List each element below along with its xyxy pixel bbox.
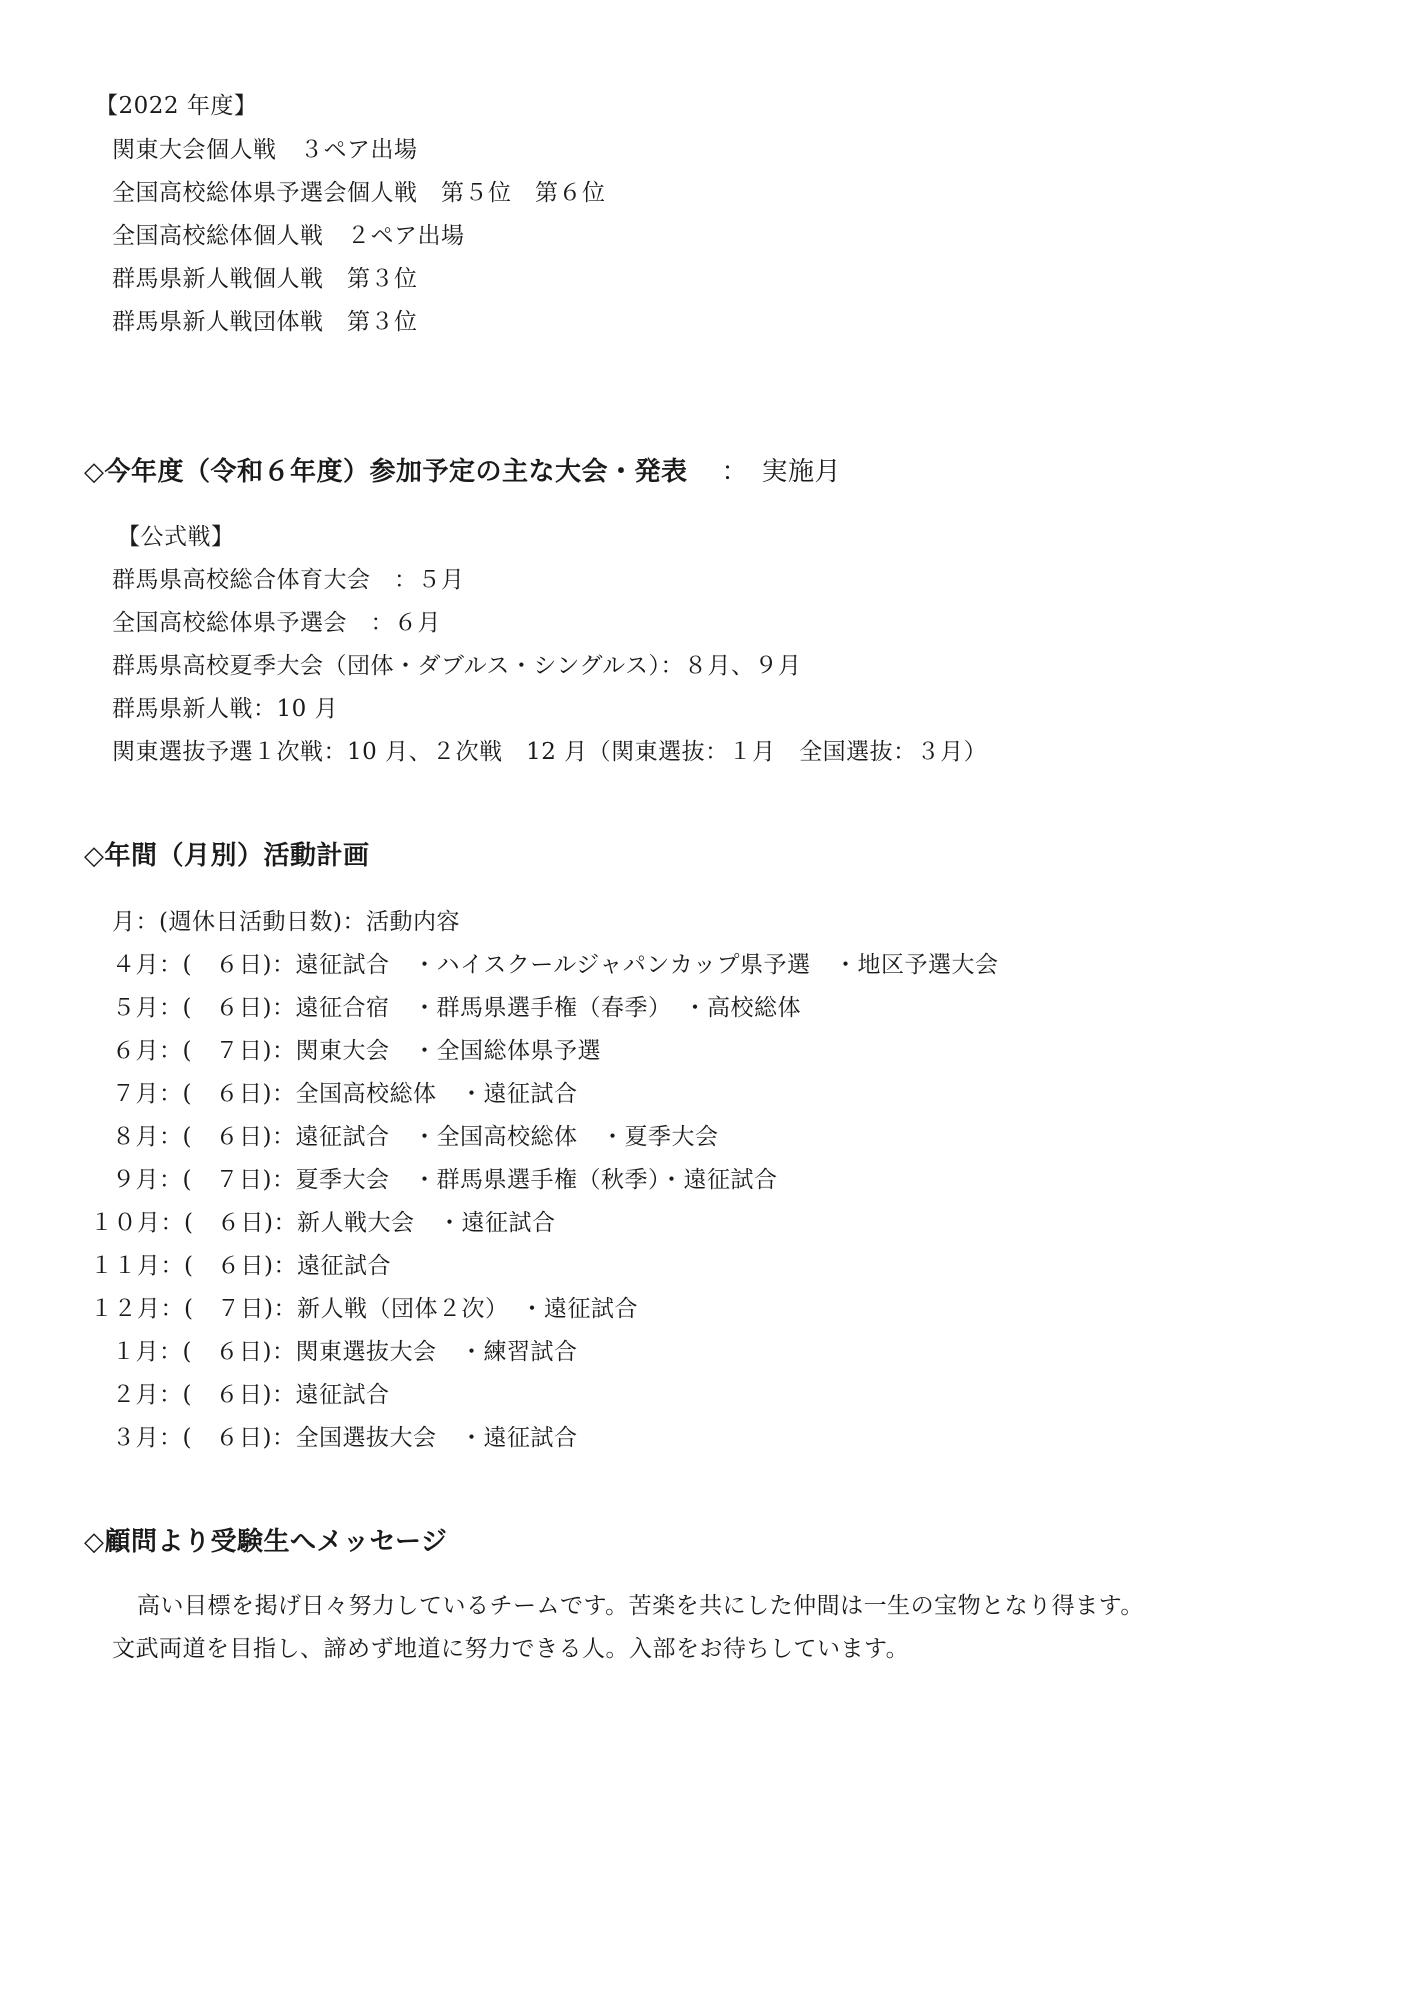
plan-row: ２月：( ６日)：遠征試合	[112, 1382, 390, 1408]
annual-plan-heading: ◇年間（月別）活動計画	[84, 841, 370, 871]
result-item: 全国高校総体県予選会個人戦 第５位 第６位	[112, 180, 606, 206]
plan-row: １２月：( ７日)：新人戦（団体２次） ・遠征試合	[90, 1296, 638, 1322]
plan-row: ８月：( ６日)：遠征試合 ・全国高校総体 ・夏季大会	[112, 1124, 719, 1150]
plan-row: ９月：( ７日)：夏季大会 ・群馬県選手権（秋季）・遠征試合	[112, 1167, 778, 1193]
result-item: 群馬県新人戦個人戦 第３位	[112, 266, 418, 292]
tournaments-heading-tail: ： 実施月	[721, 457, 842, 487]
plan-row: ５月：( ６日)：遠征合宿 ・群馬県選手権（春季） ・高校総体	[112, 995, 801, 1021]
result-item: 全国高校総体個人戦 ２ペア出場	[112, 223, 465, 249]
plan-row: １０月：( ６日)：新人戦大会 ・遠征試合	[90, 1210, 556, 1236]
annual-plan-column-header: 月：(週休日活動日数)：活動内容	[112, 909, 460, 935]
result-item: 群馬県新人戦団体戦 第３位	[112, 309, 418, 335]
plan-row: １１月：( ６日)：遠征試合	[90, 1253, 391, 1279]
tournaments-sub-label: 【公式戦】	[117, 524, 235, 550]
tournament-item: 群馬県新人戦：10 月	[112, 696, 339, 722]
results-2022-year-label: 【2022 年度】	[95, 93, 258, 119]
plan-row: ３月：( ６日)：全国選抜大会 ・遠征試合	[112, 1425, 578, 1451]
tournament-item: 全国高校総体県予選会 ：６月	[112, 610, 441, 636]
plan-row: ７月：( ６日)：全国高校総体 ・遠征試合	[112, 1081, 578, 1107]
message-heading: ◇顧問より受験生へメッセージ	[84, 1527, 448, 1557]
message-line: 文武両道を目指し、諦めず地道に努力できる人。入部をお待ちしています。	[112, 1636, 910, 1662]
tournament-item: 群馬県高校総合体育大会 ：５月	[112, 567, 465, 593]
plan-row: ６月：( ７日)：関東大会 ・全国総体県予選	[112, 1038, 601, 1064]
message-line: 高い目標を掲げ日々努力しているチームです。苦楽を共にした仲間は一生の宝物となり得ます。	[137, 1593, 1144, 1619]
plan-row: ４月：( ６日)：遠征試合 ・ハイスクールジャパンカップ県予選 ・地区予選大会	[112, 952, 999, 978]
tournaments-heading-text: ◇今年度（令和６年度）参加予定の主な大会・発表	[84, 457, 688, 487]
plan-row: １月：( ６日)：関東選抜大会 ・練習試合	[112, 1339, 578, 1365]
tournament-item: 群馬県高校夏季大会（団体・ダブルス・シングルス）：８月、９月	[112, 653, 802, 679]
tournaments-heading	[84, 454, 841, 490]
tournament-item: 関東選抜予選１次戦：10 月、２次戦 12 月（関東選抜：１月 全国選抜：３月）	[112, 739, 988, 765]
result-item: 関東大会個人戦 ３ペア出場	[112, 137, 418, 163]
